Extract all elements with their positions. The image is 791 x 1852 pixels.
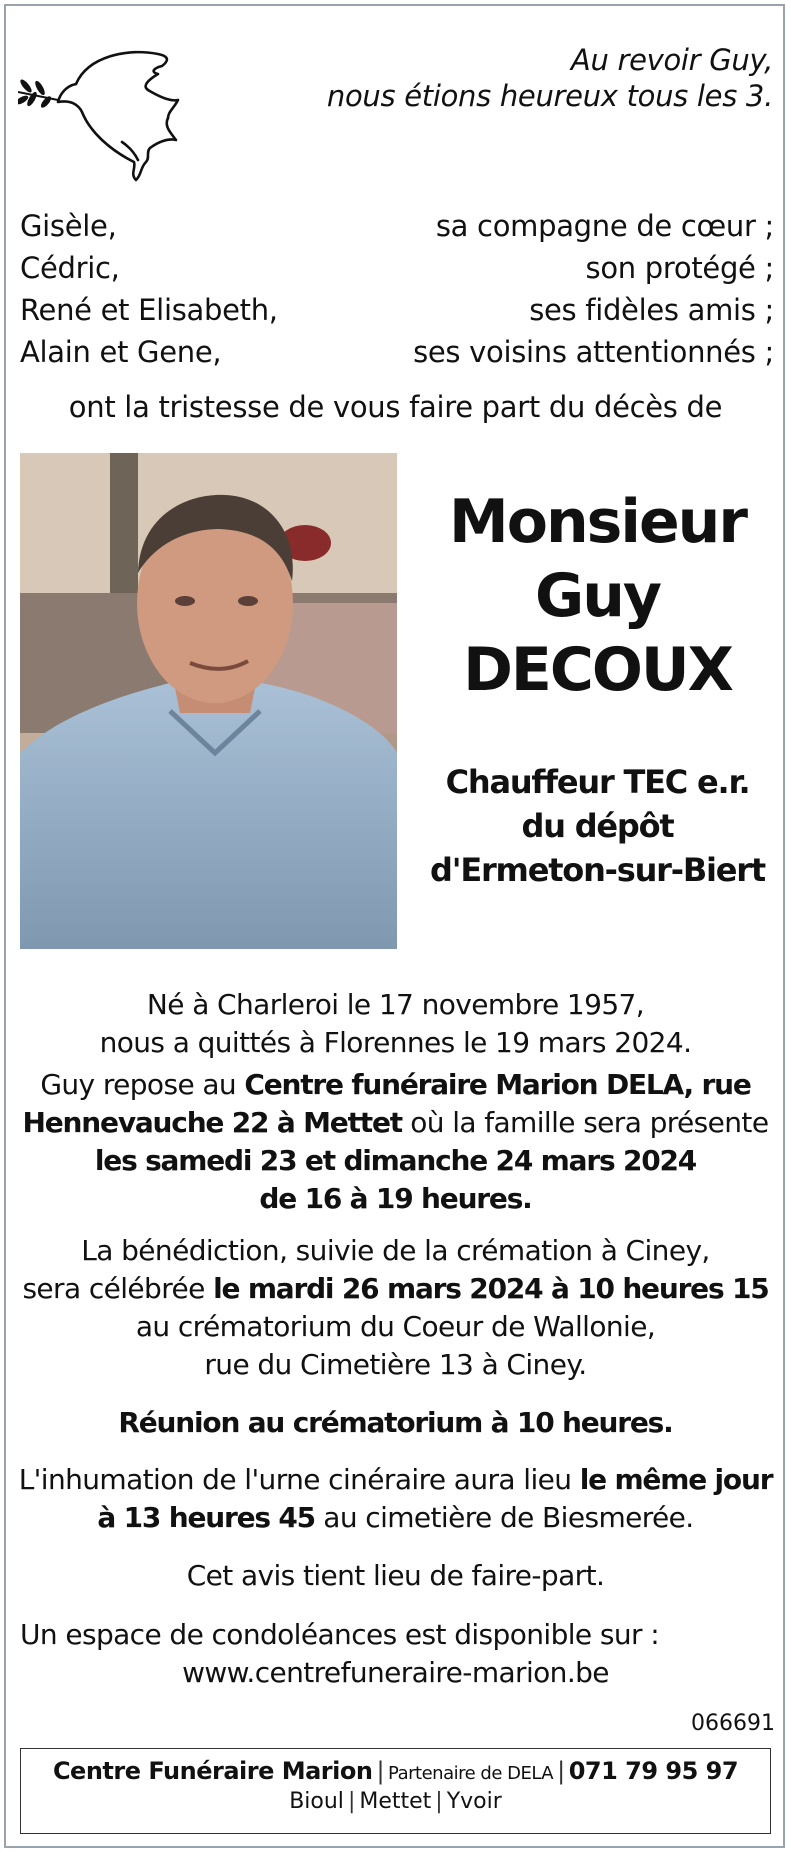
deceased-last-name: DECOUX <box>463 635 732 705</box>
footer-company: Centre Funéraire Marion <box>52 1757 373 1785</box>
ceremony-line-1: La bénédiction, suivie de la crémation à Ciney, <box>81 1234 710 1267</box>
meeting-text: Réunion au crématorium à 10 heures. <box>118 1406 673 1439</box>
burial-bold: le même jour à 13 heures 45 <box>97 1463 773 1534</box>
birth-death-info <box>14 986 777 1062</box>
footer-partner: Partenaire de DELA <box>388 1763 554 1784</box>
visitation-post: où la famille sera présente <box>401 1106 769 1139</box>
role-line-3: d'Ermeton-sur-Biert <box>430 851 765 889</box>
quote-line-1: Au revoir Guy, <box>570 43 773 77</box>
family-name: René et Elisabeth, <box>20 293 278 327</box>
deceased-first-name: Guy <box>534 561 661 631</box>
ceremony-line-4: rue du Cimetière 13 à Ciney. <box>204 1348 587 1381</box>
portrait-photo <box>20 453 397 949</box>
birth-line: Né à Charleroi le 17 novembre 1957, <box>146 988 645 1021</box>
condolences-line: Un espace de condoléances est disponible sur : <box>20 1618 660 1651</box>
meeting-info <box>14 1404 777 1442</box>
burial-info <box>14 1461 777 1537</box>
quote-line-2: nous étions heureux tous les 3. <box>326 79 773 113</box>
deceased-role <box>420 760 775 892</box>
ceremony-pre: sera célébrée <box>22 1272 214 1305</box>
family-row <box>20 205 774 247</box>
family-name: Cédric, <box>20 251 120 285</box>
visitation-dates: les samedi 23 et dimanche 24 mars 2024 <box>94 1144 697 1177</box>
burial-post: au cimetière de Biesmerée. <box>314 1501 694 1534</box>
condolences-info <box>14 1616 777 1692</box>
family-relation: ses voisins attentionnés ; <box>413 335 774 369</box>
family-relation: son protégé ; <box>585 251 774 285</box>
ceremony-info <box>14 1232 777 1384</box>
family-name: Gisèle, <box>20 209 117 243</box>
family-list <box>20 205 774 373</box>
deceased-title: Monsieur <box>449 487 746 557</box>
death-line: nous a quittés à Florennes le 19 mars 2024. <box>99 1026 692 1059</box>
family-name: Alain et Gene, <box>20 335 222 369</box>
family-row <box>20 331 774 373</box>
farewell-quote <box>327 42 773 114</box>
ceremony-line-3: au crématorium du Coeur de Wallonie, <box>135 1310 656 1343</box>
visitation-info <box>14 1066 777 1218</box>
family-relation: ses fidèles amis ; <box>529 293 774 327</box>
footer-phone[interactable]: 071 79 95 97 <box>568 1757 739 1785</box>
footer-locations: Bioul | Mettet | Yvoir <box>289 1789 502 1814</box>
footer-company-line: Centre Funéraire Marion | Partenaire de DELA | 071 79 95 97 <box>52 1757 739 1785</box>
announcement-intro: ont la tristesse de vous faire part du décès de <box>68 390 723 424</box>
visitation-pre: Guy repose au <box>40 1068 245 1101</box>
family-row <box>20 247 774 289</box>
footer-location: Bioul <box>289 1789 344 1814</box>
role-line-2: du dépôt <box>521 807 674 845</box>
burial-pre: L'inhumation de l'urne cinéraire aura lieu <box>18 1463 580 1496</box>
family-relation: sa compagne de cœur ; <box>435 209 774 243</box>
reference-number: 066691 <box>691 1711 775 1736</box>
dove-icon <box>18 46 194 186</box>
family-row <box>20 289 774 331</box>
visitation-hours: de 16 à 19 heures. <box>259 1182 532 1215</box>
visitation-place: Centre funéraire Marion DELA, rue Hennevauche 22 à Mettet <box>22 1068 751 1139</box>
condolences-url[interactable]: www.centrefuneraire-marion.be <box>182 1656 609 1689</box>
deceased-name <box>420 485 775 707</box>
footer-location: Yvoir <box>446 1789 502 1814</box>
role-line-1: Chauffeur TEC e.r. <box>445 763 750 801</box>
ceremony-datetime: le mardi 26 mars 2024 à 10 heures 15 <box>213 1272 769 1305</box>
notice-text: Cet avis tient lieu de faire-part. <box>186 1559 605 1592</box>
footer-box <box>20 1748 771 1834</box>
footer-location: Mettet <box>359 1789 432 1814</box>
